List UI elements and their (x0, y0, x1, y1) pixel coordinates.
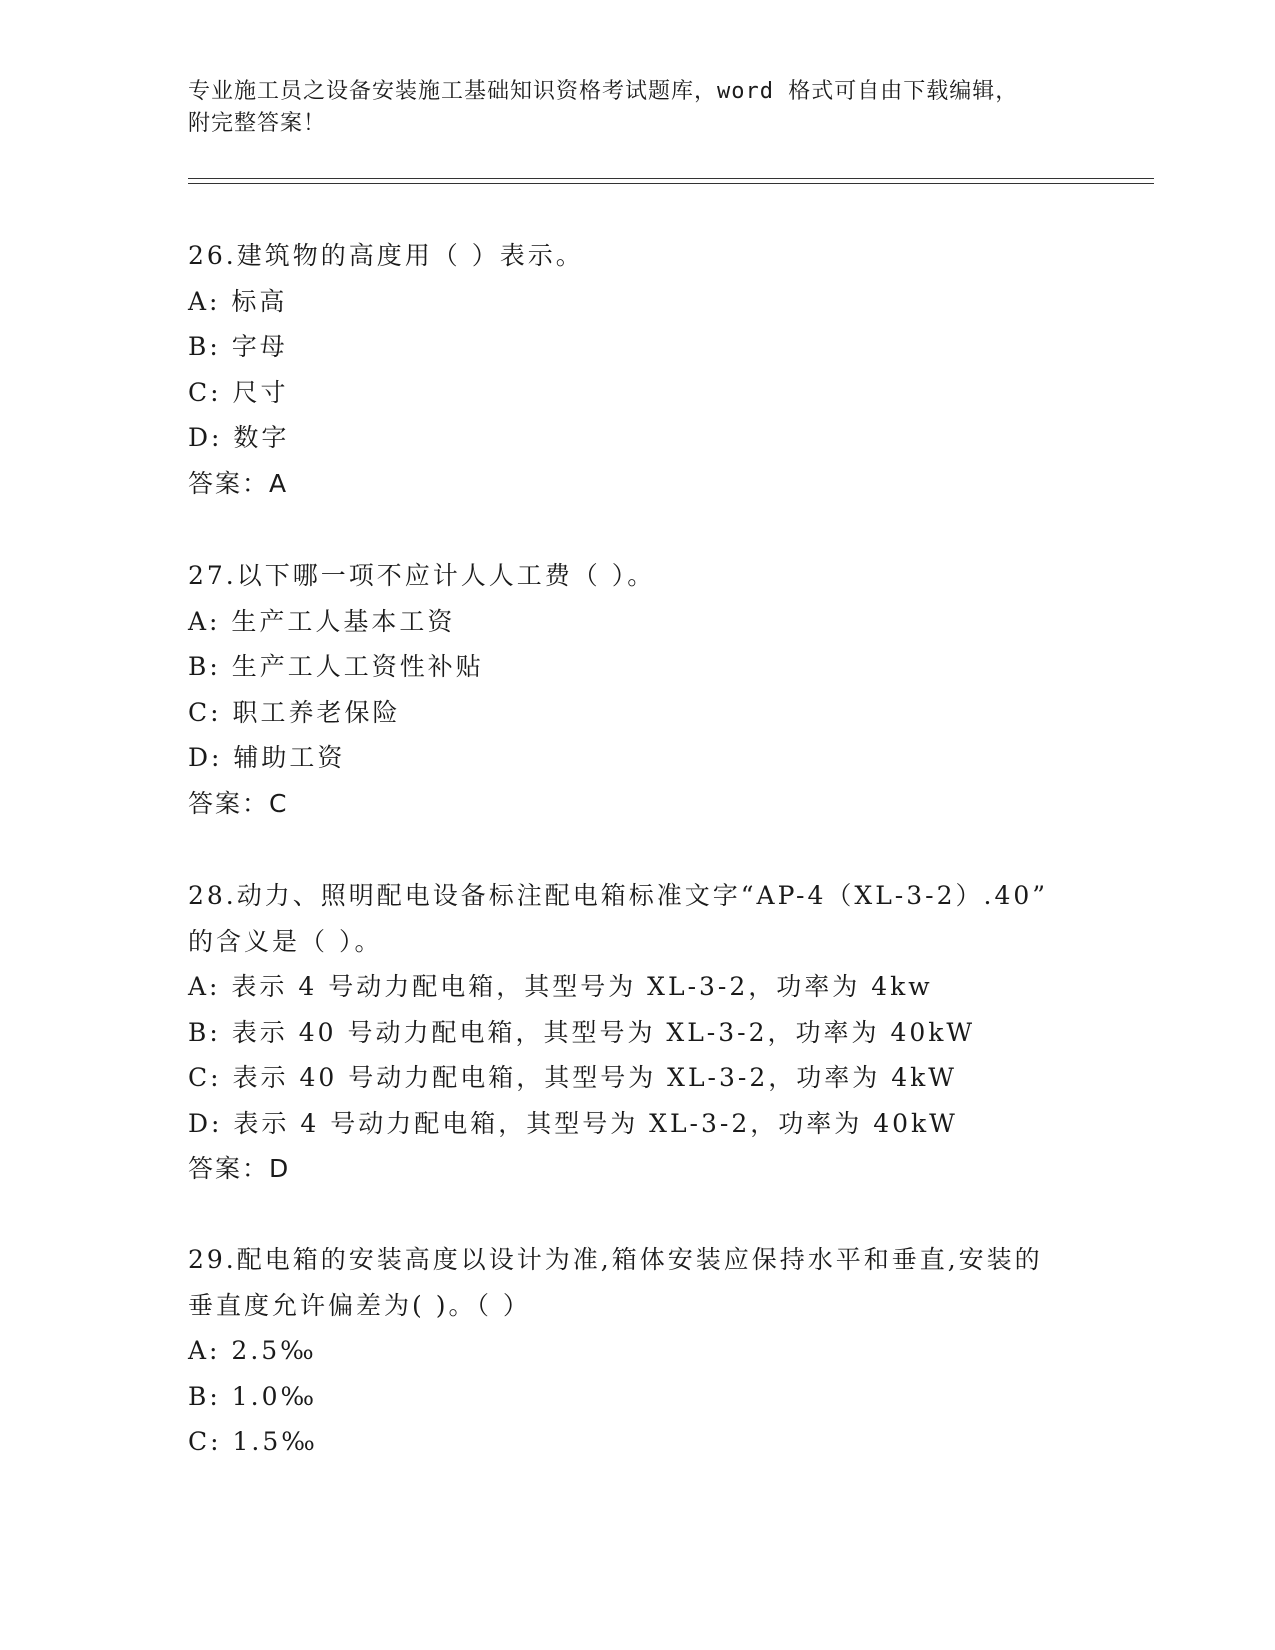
option-c: C: 职工养老保险 (188, 697, 401, 727)
option-d: D: 表示 4 号动力配电箱，其型号为 XL-3-2，功率为 40kW (188, 1108, 958, 1138)
option-d: D: 数字 (188, 423, 290, 452)
question-stem-line-2: 的含义是（ ）。 (188, 926, 383, 956)
question-27 (188, 553, 1108, 826)
document-header (188, 76, 1088, 140)
question-26 (188, 233, 1108, 506)
question-stem-line-1: 28.动力、照明配电设备标注配电箱标准文字“AP-4（XL-3-2）.40” (188, 881, 1049, 910)
header-divider-top (188, 178, 1154, 179)
option-b: B: 表示 40 号动力配电箱，其型号为 XL-3-2，功率为 40kW (188, 1017, 976, 1047)
question-stem-line-2: 垂直度允许偏差为( )。（ ） (188, 1290, 531, 1320)
header-line-2: 附完整答案！ (188, 111, 327, 136)
option-c: C: 1.5‰ (188, 1427, 318, 1456)
header-line-1: 专业施工员之设备安装施工基础知识资格考试题库，word 格式可自由下载编辑， (188, 79, 1019, 104)
question-28 (188, 873, 1108, 1192)
question-stem: 27.以下哪一项不应计人人工费（ ）。 (188, 561, 656, 590)
option-a: A: 表示 4 号动力配电箱，其型号为 XL-3-2，功率为 4kw (188, 972, 933, 1001)
question-stem-line-1: 29.配电箱的安装高度以设计为准,箱体安装应保持水平和垂直,安装的 (188, 1245, 1043, 1274)
header-divider-bottom (188, 183, 1154, 184)
question-29 (188, 1237, 1108, 1465)
option-a: A: 2.5‰ (188, 1336, 317, 1365)
question-stem: 26.建筑物的高度用（ ）表示。 (188, 241, 584, 270)
option-b: B: 字母 (188, 332, 288, 361)
answer-line: 答案：C (188, 788, 289, 818)
option-b: B: 1.0‰ (188, 1381, 318, 1411)
option-d: D: 辅助工资 (188, 743, 346, 772)
option-c: C: 表示 40 号动力配电箱，其型号为 XL-3-2，功率为 4kW (188, 1063, 957, 1092)
option-b: B: 生产工人工资性补贴 (188, 652, 484, 681)
answer-line: 答案：D (188, 1154, 291, 1183)
option-c: C: 尺寸 (188, 377, 289, 407)
answer-line: 答案：A (188, 468, 289, 498)
option-a: A: 生产工人基本工资 (188, 606, 456, 636)
option-a: A: 标高 (188, 286, 288, 316)
